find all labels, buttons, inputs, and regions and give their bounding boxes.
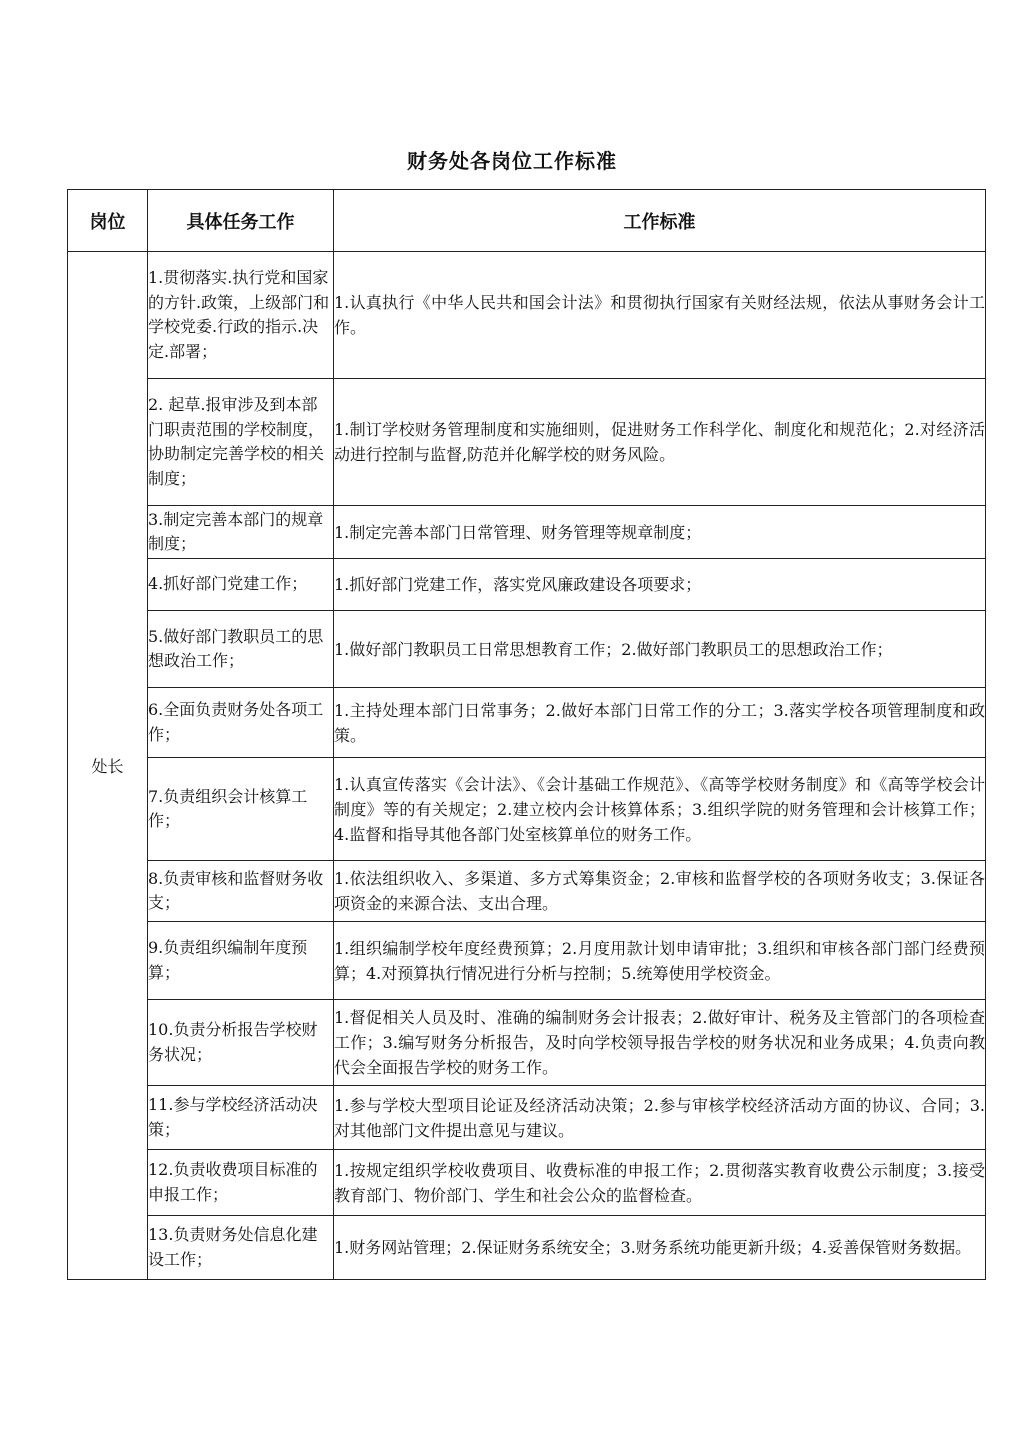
standard-cell: 1.按规定组织学校收费项目、收费标准的申报工作；2.贯彻落实教育收费公示制度；3.接受教育部门、物价部门、学生和社会公众的监督检查。 [334,1150,986,1216]
standard-cell: 1.督促相关人员及时、准确的编制财务会计报表；2.做好审计、税务及主管部门的各项检查工作；3.编写财务分析报告，及时向学校领导报告学校的财务状况和业务成果；4.负责向教代会全面报告学校的财务工作。 [334,1000,986,1086]
task-cell: 6.全面负责财务处各项工作； [148,688,334,758]
table-row [68,506,986,559]
table-row [68,252,986,379]
table-row [68,861,986,922]
task-cell: 5.做好部门教职员工的思想政治工作； [148,611,334,688]
task-cell: 8.负责审核和监督财务收支； [148,861,334,922]
document-title: 财务处各岗位工作标准 [407,149,617,173]
task-cell: 2. 起草.报审涉及到本部门职责范围的学校制度，协助制定完善学校的相关制度； [148,379,334,506]
standard-cell: 1.组织编制学校年度经费预算；2.月度用款计划申请审批；3.组织和审核各部门部门经费预算；4.对预算执行情况进行分析与控制；5.统筹使用学校资金。 [334,922,986,1000]
table-row [68,1150,986,1216]
task-cell: 1.贯彻落实.执行党和国家的方针.政策，上级部门和学校党委.行政的指示.决定.部署； [148,252,334,379]
standard-cell: 1.认真执行《中华人民共和国会计法》和贯彻执行国家有关财经法规，依法从事财务会计工作。 [334,252,986,379]
table-row [68,1086,986,1150]
standard-cell: 1.认真宣传落实《会计法》、《会计基础工作规范》、《高等学校财务制度》和《高等学校会计制度》等的有关规定；2.建立校内会计核算体系；3.组织学院的财务管理和会计核算工作；4.监督和指导其他各部门处室核算单位的财务工作。 [334,758,986,861]
work-standards-table [67,189,986,1280]
task-cell: 3.制定完善本部门的规章制度； [148,506,334,559]
standard-cell: 1.抓好部门党建工作，落实党风廉政建设各项要求； [334,559,986,611]
task-cell: 13.负责财务处信息化建设工作； [148,1216,334,1280]
table-row [68,688,986,758]
table-header-row [68,190,986,252]
header-post: 岗位 [68,190,148,252]
header-standard: 工作标准 [334,190,986,252]
table-row [68,758,986,861]
task-cell: 11.参与学校经济活动决策； [148,1086,334,1150]
task-cell: 9.负责组织编制年度预算； [148,922,334,1000]
post-cell: 处长 [68,252,148,1280]
standard-cell: 1.制定完善本部门日常管理、财务管理等规章制度； [334,506,986,559]
table-row [68,922,986,1000]
table-row [68,1000,986,1086]
table-row [68,559,986,611]
standard-cell: 1.依法组织收入、多渠道、多方式筹集资金；2.审核和监督学校的各项财务收支；3.保证各项资金的来源合法、支出合理。 [334,861,986,922]
standard-cell: 1.制订学校财务管理制度和实施细则，促进财务工作科学化、制度化和规范化；2.对经济活动进行控制与监督,防范并化解学校的财务风险。 [334,379,986,506]
table-row [68,379,986,506]
standard-cell: 1.财务网站管理；2.保证财务系统安全；3.财务系统功能更新升级；4.妥善保管财务数据。 [334,1216,986,1280]
task-cell: 7.负责组织会计核算工作； [148,758,334,861]
standard-cell: 1.主持处理本部门日常事务；2.做好本部门日常工作的分工；3.落实学校各项管理制度和政策。 [334,688,986,758]
standard-cell: 1.做好部门教职员工日常思想教育工作；2.做好部门教职员工的思想政治工作； [334,611,986,688]
table-row [68,1216,986,1280]
table-row [68,611,986,688]
header-task: 具体任务工作 [148,190,334,252]
task-cell: 10.负责分析报告学校财务状况； [148,1000,334,1086]
task-cell: 12.负责收费项目标准的申报工作； [148,1150,334,1216]
task-cell: 4.抓好部门党建工作； [148,559,334,611]
standard-cell: 1.参与学校大型项目论证及经济活动决策；2.参与审核学校经济活动方面的协议、合同；3.对其他部门文件提出意见与建议。 [334,1086,986,1150]
